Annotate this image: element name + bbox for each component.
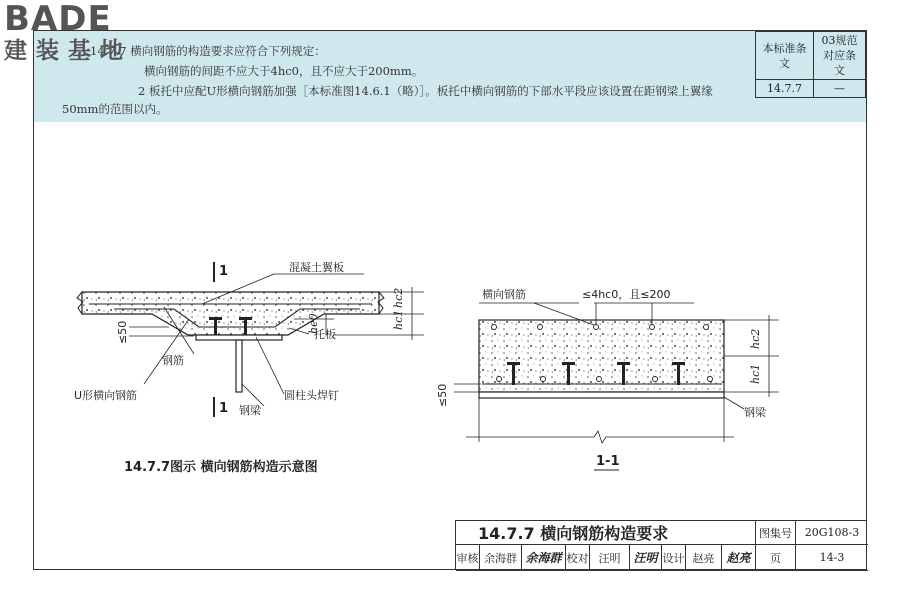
designer-name: 赵亮 xyxy=(686,545,722,571)
dim-hc1-right: hc1 xyxy=(749,363,762,384)
break-dimension-line xyxy=(466,431,734,443)
brand-logo xyxy=(4,2,132,64)
section-label-bottom: 1 xyxy=(219,401,229,416)
spec-line-2: 横向钢筋的间距不应大于4hc0，且不应大于200mm。 xyxy=(144,64,424,78)
page-label: 页 xyxy=(756,545,796,571)
technical-drawing xyxy=(34,122,866,520)
design-label: 设计 xyxy=(662,545,686,571)
figure-left xyxy=(74,260,424,475)
spec-line-3: 2 板托中应配U形横向钢筋加强［本标准图14.6.1（略）］。板托中横向钢筋的下部水平段应该设置在距钢梁上翼缘 xyxy=(138,84,713,98)
ref-value-standard: 14.7.7 xyxy=(756,80,814,98)
label-beam-left: 钢梁 xyxy=(239,404,261,417)
spec-header xyxy=(34,31,866,122)
atlas-label: 图集号 xyxy=(756,521,796,545)
dim-le50-left: ≤50 xyxy=(116,320,129,344)
beam-flange-right xyxy=(479,392,724,398)
ref-header-standard: 本标准条文 xyxy=(756,32,814,80)
logo-text-bottom: 建装基地 xyxy=(4,38,132,64)
label-concrete-slab: 混凝土翼板 xyxy=(289,261,344,274)
reviewer-name: 余海群 xyxy=(480,545,522,571)
check-label: 校对 xyxy=(566,545,590,571)
drawing-title: 14.7.7 横向钢筋构造要求 xyxy=(456,521,756,545)
ref-value-2003: — xyxy=(814,80,866,98)
label-spacing: ≤4hc0，且≤200 xyxy=(582,288,671,301)
logo-text-top: BADE xyxy=(4,0,112,39)
figure-caption-left: 14.7.7图示 横向钢筋构造示意图 xyxy=(124,460,318,475)
label-rebar: 钢筋 xyxy=(162,354,184,367)
reviewer-signature: 余海群 xyxy=(522,545,566,571)
page-number: 14-3 xyxy=(796,545,868,571)
dim-hc2-left: hc2 xyxy=(392,287,405,308)
section-label-top: 1 xyxy=(219,264,229,279)
beam-web xyxy=(236,340,242,392)
title-block xyxy=(455,520,867,570)
beam-flange xyxy=(196,335,282,340)
label-transverse-rebar: 横向钢筋 xyxy=(482,288,526,301)
figure-caption-right: 1-1 xyxy=(596,454,620,469)
review-label: 审核 xyxy=(456,545,480,571)
drawing-sheet xyxy=(33,30,867,570)
spec-line-4: 50mm的范围以内。 xyxy=(62,102,168,116)
dim-hc1-left: hc1 xyxy=(392,309,405,330)
label-beam-right: 钢梁 xyxy=(744,406,766,419)
dim-he0: he0 xyxy=(307,313,320,334)
checker-name: 汪明 xyxy=(590,545,630,571)
atlas-number: 20G108-3 xyxy=(796,521,868,545)
ref-header-2003: 03规范对应条文 xyxy=(814,32,866,80)
figure-right xyxy=(436,287,779,470)
label-stud: 圆柱头焊钉 xyxy=(284,389,339,402)
spec-line-1: 14.7.7 横向钢筋的构造要求应符合下列规定： xyxy=(90,44,326,58)
label-haunch: 托板 xyxy=(314,328,336,341)
designer-signature: 赵亮 xyxy=(722,545,756,571)
dim-hc2-right: hc2 xyxy=(749,328,762,349)
dim-le50-right: ≤50 xyxy=(436,383,449,407)
label-u-rebar: U形横向钢筋 xyxy=(74,389,138,402)
concrete-slab-right xyxy=(479,320,724,392)
reference-table xyxy=(755,31,866,98)
checker-signature: 汪明 xyxy=(630,545,662,571)
